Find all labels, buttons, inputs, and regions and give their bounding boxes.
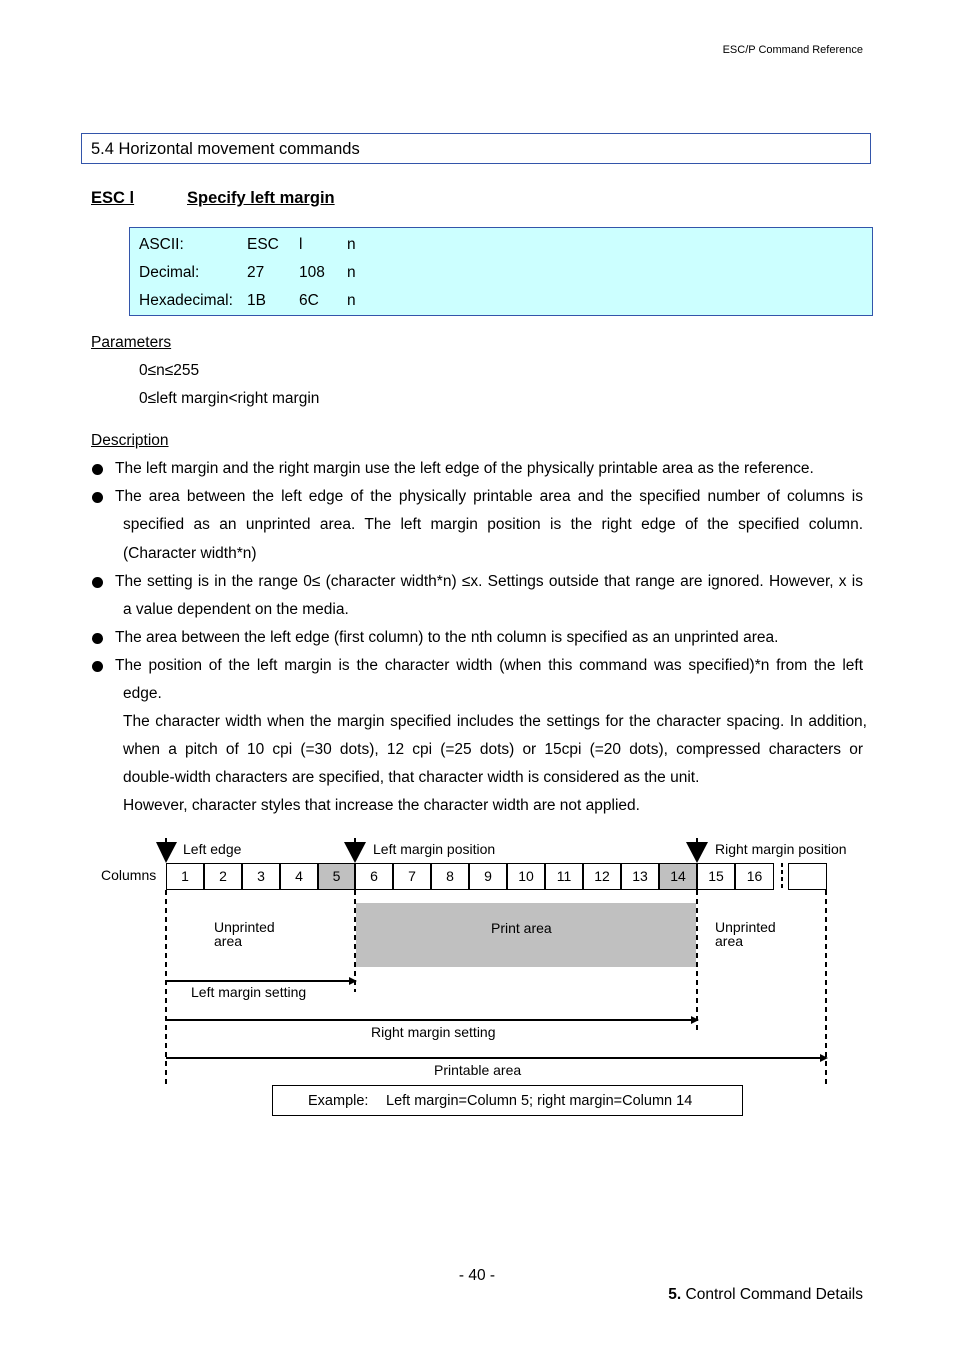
- column-cell: 4: [280, 863, 318, 890]
- unprinted-right-label: Unprinted area: [715, 919, 776, 949]
- code-value: 6C: [299, 292, 319, 309]
- description-bullet-2-line-1: The area between the left edge of the physically printable area and the specified number of columns is: [115, 488, 863, 505]
- description-paragraph-line-3: double-width characters are specified, that character width is considered as the unit.: [123, 769, 700, 786]
- left-margin-position-label: Left margin position: [373, 841, 496, 857]
- page-number: - 40 -: [458, 1267, 496, 1284]
- example-box: [272, 1085, 743, 1116]
- column-cell: 9: [469, 863, 507, 890]
- code-value: l: [299, 236, 303, 253]
- column-cell: 7: [393, 863, 431, 890]
- column-cell: 6: [355, 863, 393, 890]
- command-name: Specify left margin: [187, 189, 335, 207]
- parameters-heading: Parameters: [91, 334, 172, 351]
- description-bullet-5-line-1: The position of the left margin is the character width (when this command was specified)*n from the left: [115, 657, 863, 674]
- description-bullet-2-line-3: (Character width*n): [123, 545, 257, 562]
- code-label: Decimal:: [139, 264, 200, 281]
- description-bullet-4: The area between the left edge (first column) to the nth column is specified as an unprinted area.: [115, 629, 779, 646]
- right-margin-setting-label: Right margin setting: [371, 1024, 496, 1040]
- code-label: ASCII:: [139, 236, 184, 253]
- chapter-footer: [500, 1286, 863, 1304]
- column-cell: 1: [166, 863, 204, 890]
- left-margin-setting-label: Left margin setting: [191, 984, 307, 1000]
- code-value: 27: [247, 264, 265, 281]
- column-cell: 5: [318, 863, 355, 890]
- description-bullet-1: The left margin and the right margin use the left edge of the physically printable area as the reference.: [115, 460, 814, 477]
- description-bullet-5-line-2: edge.: [123, 685, 162, 702]
- parameter-range: 0≤n≤255: [139, 362, 200, 379]
- chapter-title: Control Command Details: [681, 1286, 863, 1303]
- command-code: ESC l: [91, 189, 135, 207]
- column-cell: 13: [621, 863, 659, 890]
- code-value: n: [347, 292, 356, 309]
- left-edge-label: Left edge: [183, 841, 242, 857]
- code-value: 108: [299, 264, 325, 281]
- chapter-number: 5.: [668, 1286, 682, 1303]
- example-label: Example:: [308, 1093, 369, 1109]
- code-value: 1B: [247, 292, 266, 309]
- unprinted-left-label: Unprinted area: [214, 919, 275, 949]
- description-bullet-2-line-2: specified as an unprinted area. The left margin position is the right edge of the specified column.: [123, 516, 863, 533]
- code-value: n: [347, 264, 356, 281]
- code-value: ESC: [247, 236, 279, 253]
- description-bullet-3-line-2: a value dependent on the media.: [123, 601, 349, 618]
- columns-label: Columns: [101, 867, 157, 883]
- column-cell: 3: [242, 863, 280, 890]
- column-cell: 2: [204, 863, 242, 890]
- code-label: Hexadecimal:: [139, 292, 233, 309]
- column-cell: 15: [697, 863, 735, 890]
- description-heading: Description: [91, 432, 169, 449]
- running-header: ESC/P Command Reference: [722, 44, 863, 56]
- right-margin-position-label: Right margin position: [715, 841, 847, 857]
- column-cell: 10: [507, 863, 545, 890]
- print-area-label: Print area: [491, 920, 552, 936]
- section-title: 5.4 Horizontal movement commands: [81, 133, 871, 164]
- column-cell: 14: [659, 863, 697, 890]
- column-cell: [788, 863, 827, 890]
- column-cell: 12: [583, 863, 621, 890]
- description-paragraph-line-2: when a pitch of 10 cpi (=30 dots), 12 cpi (=25 dots) or 15cpi (=20 dots), compressed characters or: [123, 741, 863, 758]
- description-paragraph-line-1: The character width when the margin specified includes the settings for the character spacing. In addition,: [123, 713, 867, 730]
- column-cell: 11: [545, 863, 583, 890]
- example-text: Left margin=Column 5; right margin=Column 14: [386, 1093, 693, 1109]
- printable-area-label: Printable area: [434, 1062, 522, 1078]
- parameter-constraint: 0≤left margin<right margin: [139, 390, 320, 407]
- description-bullet-3-line-1: The setting is in the range 0≤ (character width*n) ≤x. Settings outside that range are ignored. However, x is: [115, 573, 863, 590]
- column-cell: 16: [735, 863, 774, 890]
- column-cell: 8: [431, 863, 469, 890]
- description-note: However, character styles that increase the character width are not applied.: [123, 797, 640, 814]
- code-value: n: [347, 236, 356, 253]
